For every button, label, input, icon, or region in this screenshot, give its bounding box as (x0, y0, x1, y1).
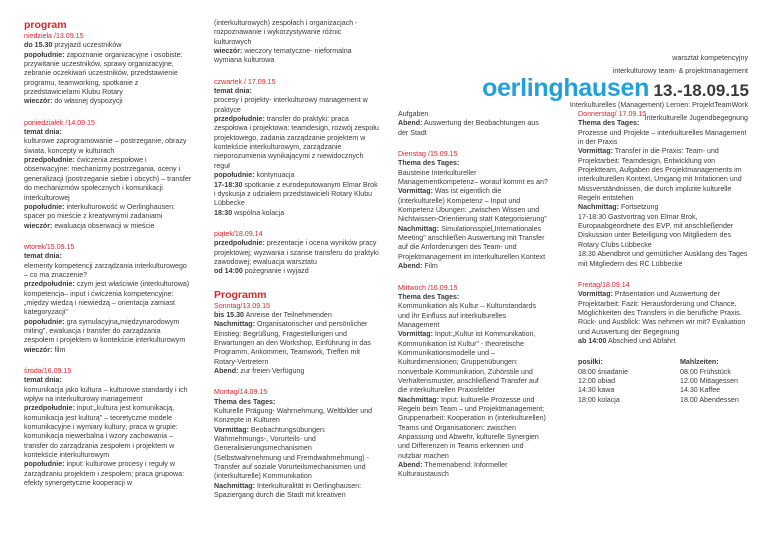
label-bold: Nachmittag: (398, 224, 439, 233)
label-text: transfer do praktyki: praca zespołowa i projektowa: teamdesign, rozwój zespołu projektowego, zadania zarządzanie projektem w kontekście interkulturowym, zarządzanie nieporozumienia wynikającymi z niewidocznych reguł (214, 115, 379, 170)
text-line (578, 213, 748, 250)
day-heading: środa/16.09.15 (24, 367, 72, 375)
label-text: Abschied und Abfahrt (606, 336, 676, 345)
label-bold: popołudnie: (24, 50, 65, 59)
header-line-1: warsztat kompetencyjny (672, 54, 748, 62)
label-bold: Vormittag: (578, 290, 613, 299)
label-bold: Thema des Tages: (398, 159, 460, 168)
label-bold: wieczór: (24, 97, 53, 106)
text-line (214, 426, 380, 482)
label-bold: wieczór: (214, 47, 243, 56)
day-section (214, 388, 380, 500)
label-bold: przedpołudnie: (24, 156, 75, 165)
text-line (214, 19, 380, 47)
text-line (214, 47, 380, 66)
text-line (24, 252, 192, 261)
label-bold: przedpołudnie: (214, 239, 265, 248)
text-line (578, 119, 748, 128)
text-line (398, 330, 548, 395)
text-line (398, 225, 548, 262)
day-heading: niedziela /13.09.15 (24, 32, 84, 40)
label-text: Prozesse und Projekte – interkulturelles Management in der Praxis (578, 128, 747, 147)
meal-item: 08.00 Frühstück (680, 367, 731, 376)
header-line-2: interkulturowy team- & projektmanagement (612, 67, 748, 75)
label-bold: popołudnie: (214, 171, 255, 180)
label-text: Anreise der Teilnehmenden (243, 310, 332, 319)
text-line (398, 110, 548, 119)
text-line (24, 137, 192, 156)
header-subtitle-1: Interkulturelles (Management) Lernen: ProjektTeamWork (569, 101, 748, 109)
day-section (24, 367, 192, 488)
label-text: interkulturowość w Oerlinghausen: spacer po mieście z kreatywnymi zadaniami (24, 202, 175, 221)
label-text: zur freien Verfügung (238, 367, 305, 375)
label-bold: przedpołudnie: (24, 404, 75, 413)
label-bold: przedpołudnie: (214, 115, 265, 124)
day-heading: Sonntag/13.09.15 (214, 301, 271, 310)
day-section (24, 243, 192, 355)
meal-item: 12.00 Mittagessen (680, 376, 738, 385)
label-bold: Abend: (398, 461, 423, 470)
text-line (214, 209, 380, 218)
text-line (578, 337, 748, 346)
label-text: ewaluacja obserwacji w mieście (52, 221, 155, 230)
label-text: wspólna kolacja (232, 208, 285, 217)
label-text: Aufgaben (398, 110, 429, 118)
label-text: Film (422, 262, 438, 271)
text-line (214, 407, 380, 426)
label-bold: przedpołudnie: (24, 280, 75, 289)
text-line (578, 203, 748, 212)
label-bold: ab 14:00 (578, 336, 607, 345)
text-line (214, 320, 380, 367)
day-section (214, 302, 380, 377)
label-bold: 17-18:30 (214, 180, 243, 189)
day-heading: Dienstag /15.09.15 (398, 150, 458, 159)
label-text: Bausteine Interkultureller Managementkompetenz– worauf kommt es an? (398, 168, 548, 187)
meals-block (578, 358, 748, 405)
text-line (24, 128, 192, 137)
label-bold: temat dnia: (24, 376, 62, 385)
day-section (398, 150, 548, 271)
label-text: Transfer in die Praxis: Team- und Projektarbeit: Teamdesign, Entwicklung von Projektteam, Aufgaben des Projektmanagements im interkulturellen Kontext, Umgang mit Irritationen und Missverständnissen, die durch implizite kulturelle Regeln entstehen (578, 147, 742, 203)
label-bold: Nachmittag: (214, 320, 255, 329)
label-text: elementy kompetencji zarządzania interkulturowego – co ma znaczenie? (24, 261, 187, 279)
program-title-de: Programm (214, 288, 267, 301)
label-bold: od 14:00 (214, 267, 243, 276)
text-line (24, 386, 192, 405)
day-heading: Montag/14.09.15 (214, 388, 268, 397)
meals-pl (578, 358, 646, 405)
label-text: wieczory tematyczne- nieformalna wymiana kulturowa (214, 47, 352, 65)
label-bold: Vormittag: (214, 425, 249, 434)
text-line (24, 156, 192, 203)
header-subtitle-2: Interkulturelle Jugendbegegnung (644, 114, 748, 122)
continued-text (398, 110, 548, 138)
label-bold: Thema des Tages: (398, 292, 460, 301)
text-line (24, 280, 192, 317)
text-line (214, 367, 380, 376)
text-line (578, 147, 748, 203)
label-bold: wieczór: (24, 221, 53, 230)
label-bold: wieczór: (24, 345, 53, 354)
label-bold: popołudnie: (24, 460, 65, 469)
text-line (24, 318, 192, 346)
text-line (398, 159, 548, 168)
label-text: prezentacje i ocena wyników pracy projektowej; wyzwania i szanse transferu do praktyki zawodowej; ewaluacja warsztatu (214, 239, 379, 266)
label-text: gra symulacyjna„międzynarodowym miting", ewaluacja i transfer do zarządzania zespołem i projektem w kontekście interkulturowym (24, 317, 186, 345)
day-section (214, 78, 380, 218)
event-title-dates: 13.-18.09.15 (653, 81, 749, 100)
text-line (398, 119, 548, 138)
label-bold: Abend: (398, 262, 423, 271)
day-heading: poniedziałek /14.09.15 (24, 118, 95, 127)
text-line (578, 129, 748, 148)
text-line (24, 262, 192, 281)
text-line (214, 87, 380, 96)
program-title-pl: program (24, 19, 67, 31)
label-bold: Thema des Tages: (578, 119, 640, 128)
label-bold: Nachmittag: (578, 203, 619, 212)
day-heading: Freitag/18.09.14 (578, 280, 630, 289)
text-line (214, 96, 380, 115)
text-line (214, 239, 380, 267)
label-text: zapoznanie organizacyjne i osobiste: przywitanie uczestników, sprawy organizacyjne, zebranie oczekiwań uczestników, przedstawienie programu, teamworking, spotkanie z przedstawicielami Klubu Rotary (24, 50, 183, 97)
meals-de (680, 358, 748, 405)
meals-title: Mahlzeiten: (680, 358, 719, 367)
label-bold: Vormittag: (398, 187, 433, 196)
text-line (578, 290, 748, 337)
day-section (24, 32, 192, 107)
text-line (24, 404, 192, 460)
label-text: 17-18:30 Gastvortrag von Elmar Brok, Europaabgeordnete des EVP, mit anschließender Diskussion unter Beteiligung von Mitgliedern des Rotary Clubs Lübbecke (578, 212, 734, 249)
day-section (578, 281, 748, 346)
label-text: Präsentation und Auswertung der Projektarbeit: Fazit: Herausforderung und Chance, Möglichkeiten des Transfers in die berufliche Praxis. Rück- und Ausblick: Was nehmen wir mit? Evaluation und Auswertung der Begegnung (578, 290, 746, 336)
label-text: (interkulturowych) zespołach i organizacjach - rozpoznawanie i wykorzystywanie różnic kulturowych (214, 19, 358, 46)
label-text: Input:„Kultur ist Kommunikation, Kommunikation ist Kultur" - theoretische Kommunikationsmodelle und – Kulturdimensionen; Gruppenübungen: nonverbale Kommunikation, Zuhörstile und Verhaltensmuster, anschließend Transfer auf die interkulturellen Praxisfelder (398, 330, 539, 395)
meal-item: 12:00 obiad (578, 376, 616, 385)
label-text: kontynuacja (254, 171, 295, 180)
text-line (398, 461, 548, 480)
label-text: procesy i projekty- interkulturowy management w praktyce (214, 96, 368, 114)
text-line (24, 203, 192, 222)
label-text: 18:30 Abendbrot und gemütlicher Ausklang des Tages mit Mitgliedern des RC Lübbecke (578, 250, 748, 268)
label-bold: Nachmittag: (398, 395, 439, 404)
column-1 (24, 19, 192, 500)
label-bold: temat dnia: (24, 128, 62, 137)
label-text: Kommunikation als Kultur – Kulturstandards und ihr Einfluss auf interkulturelles Management (398, 302, 537, 329)
text-line (24, 376, 192, 385)
text-line (214, 311, 380, 320)
label-text: spotkanie z eurodeputowanym Elmar Brok i dyskusja z udziałem przedstawicieli Rotary Klubu Lübbecke (214, 180, 378, 208)
label-text: Interkulturalität in Oerlinghausen: Spaziergang durch die Stadt mit kreativen (214, 481, 362, 500)
text-line (398, 169, 548, 188)
column-2 (214, 19, 380, 512)
label-bold: Abend: (398, 119, 423, 128)
text-line (24, 346, 192, 355)
label-text: Kulturelle Prägung- Wahrnehmung, Weltbilder und Konzepte in Kulturen (214, 407, 373, 425)
label-bold: temat dnia: (214, 87, 252, 96)
label-bold: popołudnie: (24, 202, 65, 211)
label-text: Themenabend: Informeller Kulturaustausch (398, 461, 508, 479)
text-line (24, 41, 192, 50)
day-heading: Donnerstag/ 17.09.15 (578, 110, 647, 118)
label-text: czym jest właściwie (interkulturowa) kompetencja– input i ćwiczenia kompetencyjne: „między wiedzą i niewiedzą – orientacja zamiast kategoryzacji" (24, 280, 190, 317)
meal-item: 14.30 Kaffee (680, 386, 721, 395)
label-bold: Vormittag: (398, 330, 433, 339)
label-text: do własnej dyspozycji (52, 97, 123, 106)
label-bold: Nachmittag: (214, 481, 255, 490)
label-text: Auswertung der Beobachtungen aus der Stadt (398, 119, 539, 137)
day-heading: Mittwoch /16.09.15 (398, 283, 458, 292)
text-line (398, 396, 548, 461)
event-title-city: oerlinghausen (482, 74, 650, 102)
label-text: Simulationsspiel„Internationales Meeting" anschließen Auswertung mit Transfer auf die Anforderungen des Team- und Projektmanagement im interkulturellen Kontext (398, 224, 546, 261)
label-bold: Vormittag: (578, 147, 613, 156)
meal-item: 18.00 Abendessen (680, 395, 739, 404)
label-text: kulturowe zaprogramowanie – postrzeganie, obrazy świata, koncepty w kulturach (24, 137, 187, 155)
meal-item: 18:00 kolacja (578, 395, 620, 404)
label-text: Beobachtungsübungen: Wahrnehmungs-, Vorurteils- und Generalisierungsmechanismen (Selbstwahrnehmung und Fremdwahrnehmung) - Transfer auf soziale Vorurteilsmechanismen und (interkulturelle) Kommunikation (214, 425, 369, 481)
label-bold: popołudnie: (24, 317, 65, 326)
day-heading: piątek/18.09.14 (214, 229, 263, 238)
day-section (24, 119, 192, 231)
column-4 (578, 110, 748, 405)
meals-title: posiłki: (578, 358, 603, 367)
continued-text (214, 19, 380, 66)
text-line (214, 398, 380, 407)
event-title (482, 74, 749, 103)
label-text: Was ist eigentlich die (interkulturelle) Kompetenz – Input und Kompetenz Übungen: „zwischen Wissen und Nichtwissen-Orientierung statt Kategorisierung" (398, 187, 547, 224)
label-bold: bis 15.30 (214, 310, 244, 319)
text-line (398, 262, 548, 271)
label-bold: temat dnia: (24, 252, 62, 261)
text-line (398, 302, 548, 330)
label-bold: do 15.30 (24, 41, 53, 50)
meal-item: 14:30 kawa (578, 386, 615, 395)
meal-item: 08:00 śniadanie (578, 367, 629, 376)
label-text: Input: kulturelle Prozesse und Regeln beim Team – und Projektmanagement; Gruppenarbeit: Kooperation in (interkulturellen) Teams und Organisationen: zwischen Anpassung und Abwehr, kulturelle Synergien und Differenzen in Teams erkennen und nutzbar machen (398, 395, 546, 460)
text-line (24, 51, 192, 98)
day-heading: czwartek / 17.09.15 (214, 77, 276, 86)
label-text: ćwiczenia zespołowe i obserwacyjne: mechanizmy postrzegania, oceny i generalizacji (postrzeganie siebie i obcych) – transfer do mechanizmów społecznych i komunikacji interkulturowej (24, 156, 192, 202)
text-line (214, 267, 380, 276)
text-line (214, 482, 380, 501)
text-line (24, 97, 192, 106)
day-section (578, 110, 748, 269)
label-text: Fortsetzung (619, 203, 659, 212)
text-line (214, 171, 380, 180)
label-bold: Thema des Tages: (214, 397, 276, 406)
day-heading: wtorek/15.09.15 (24, 242, 75, 251)
label-text: komunikacja jako kultura – kulturowe standardy i ich wpływ na interkulturowy management (24, 385, 188, 404)
label-text: pożegnanie i wyjazd (242, 267, 309, 276)
text-line (578, 250, 748, 269)
text-line (24, 460, 192, 488)
column-3 (398, 110, 548, 492)
text-line (398, 187, 548, 224)
day-section (398, 284, 548, 480)
label-bold: 18:30 (214, 208, 233, 217)
label-bold: Abend: (214, 367, 239, 375)
label-text: film (52, 345, 66, 354)
text-line (24, 222, 192, 231)
text-line (398, 293, 548, 302)
day-section (214, 230, 380, 277)
text-line (214, 181, 380, 209)
label-text: Organisatorischer und persönlicher Einstieg: Begrüßung, Fragestellungen und Erwartungen an den Workshop, Einführung in das Programm, Ankommen, Teamwork, Treffen mit Rotary-Vertretern (214, 320, 371, 366)
text-line (214, 115, 380, 171)
label-text: przyjazd uczestników (52, 41, 122, 50)
label-text: input:„kultura jest komunikacją, komunikacja jest kulturą" – teoretyczne modele komunikacyjne i wymiary kultury; praca w grupie: komunikacja niewerbalna i wzory zachowania – transfer do zarządzania zespołem i projektem w kontekście interkulturowym (24, 404, 178, 460)
label-text: input: kulturowe procesy i reguły w zarządzaniu projektem i zespołem; praca grupowa: efekty synergetyczne kooperacji w (24, 460, 185, 488)
